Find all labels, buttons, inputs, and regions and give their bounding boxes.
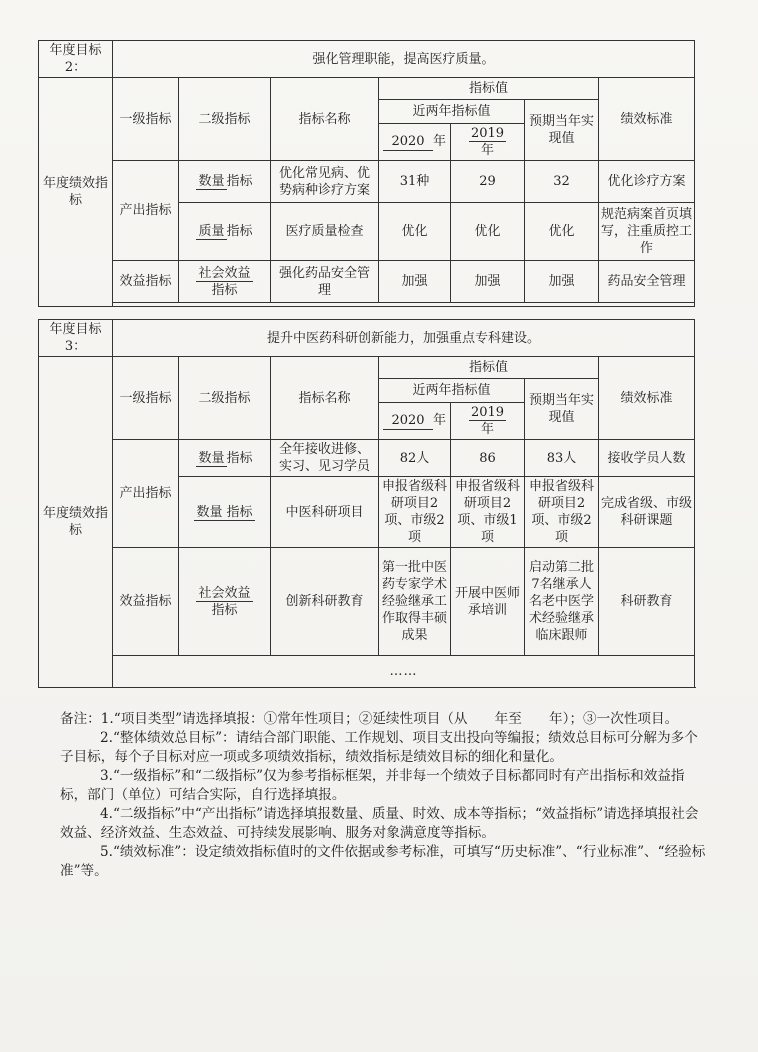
goal3-r1-standard: 完成省级、市级科研课题 — [599, 477, 695, 548]
note-2: 2.“整体绩效总目标”：请结合部门职能、工作规划、项目支出投向等编报；绩效总目标可分解为多个子目标，每个子目标对应一项或多项绩效指标，绩效指标是绩效目标的细化和量化。 — [60, 730, 698, 765]
goal3-r2-standard: 科研教育 — [599, 548, 695, 656]
goal2-r2-v2019: 加强 — [451, 261, 525, 303]
goal2-benefit-label: 效益指标 — [113, 261, 179, 303]
goal3-r2-name: 创新科研教育 — [271, 548, 379, 656]
goal2-perf-label: 年度绩效指标 — [39, 78, 113, 307]
goal3-benefit-label: 效益指标 — [113, 548, 179, 656]
goal3-r0-v2019: 86 — [451, 440, 525, 477]
goal2-h-name: 指标名称 — [271, 78, 379, 161]
goal3-r0-v2020: 82人 — [379, 440, 451, 477]
goal3-table — [38, 319, 695, 688]
goal2-h-value: 指标值 — [379, 78, 599, 100]
goal2-r2-sub — [179, 261, 271, 303]
goal2-h-year1 — [379, 124, 451, 161]
goal3-output-label: 产出指标 — [113, 440, 179, 548]
goal2-spacer — [113, 303, 695, 307]
goal2-r0-sub — [179, 161, 271, 203]
goal2-h-level1: 一级指标 — [113, 78, 179, 161]
goal2-r2-expected: 加强 — [525, 261, 599, 303]
goal3-r1-sub-suffix: 指标 — [226, 504, 253, 520]
goal3-r1-v2019: 申报省级科研项目2项、市级1项 — [451, 477, 525, 548]
goal2-r0-expected: 32 — [525, 161, 599, 203]
goal2-text: 强化管理职能，提高医疗质量。 — [113, 41, 695, 78]
goal2-r0-name: 优化常见病、优势病种诊疗方案 — [271, 161, 379, 203]
goal2-label: 年度目标2： — [39, 41, 113, 78]
goal3-h-recent: 近两年指标值 — [379, 379, 525, 403]
goal3-year2-suffix: 年 — [480, 422, 494, 437]
goal2-output-label: 产出指标 — [113, 161, 179, 261]
goal2-r1-expected: 优化 — [525, 203, 599, 261]
goal2-h-expected: 预期当年实现值 — [525, 100, 599, 161]
goal3-h-expected: 预期当年实现值 — [525, 379, 599, 440]
goal3-year1-suffix: 年 — [432, 413, 446, 428]
note-5: 5.“绩效标准”：设定绩效指标值时的文件依据或参考标准，可填写“历史标准”、“行业标准”、“经验标准”等。 — [60, 844, 706, 879]
notes-section — [60, 710, 710, 881]
goal2-table — [38, 40, 695, 307]
goal2-h-recent: 近两年指标值 — [379, 100, 525, 124]
goal2-r0-v2020: 31种 — [379, 161, 451, 203]
goal2-h-level2: 二级指标 — [179, 78, 271, 161]
goal2-year1: 2020 — [383, 133, 433, 151]
goal3-h-level2: 二级指标 — [179, 357, 271, 440]
goal3-r2-v2019: 开展中医师承培训 — [451, 548, 525, 656]
goal2-h-standard: 绩效标准 — [599, 78, 695, 161]
goal2-year1-suffix: 年 — [432, 134, 446, 149]
goal2-h-year2 — [451, 124, 525, 161]
goal2-r2-sub-suffix: 指标 — [211, 282, 238, 298]
goal3-r2-sub — [179, 548, 271, 656]
note-3: 3.“一级指标”和“二级指标”仅为参考指标框架，并非每一个绩效子目标都同时有产出指标和效益指标，部门（单位）可结合实际，自行选择填报。 — [60, 768, 685, 803]
goal2-r0-standard: 优化诊疗方案 — [599, 161, 695, 203]
goal3-r1-sub — [179, 477, 271, 548]
goal3-h-level1: 一级指标 — [113, 357, 179, 440]
goal2-year2: 2019 — [470, 126, 505, 141]
goal2-r2-name: 强化药品安全管理 — [271, 261, 379, 303]
goal3-h-value: 指标值 — [379, 357, 599, 379]
goal3-h-year2 — [451, 403, 525, 440]
goal2-r0-sub-suffix: 指标 — [226, 174, 253, 189]
goal3-perf-label: 年度绩效指标 — [39, 357, 113, 688]
note-1: 备注：1.“项目类型”请选择填报：①常年性项目；②延续性项目（从 年至 年）；③一次性项目。 — [60, 711, 679, 727]
goal2-r2-sub-type: 社会效益 — [198, 265, 251, 281]
goal3-r0-sub-type: 数量 — [198, 450, 225, 466]
goal3-year1: 2020 — [383, 412, 433, 430]
goal2-r0-sub-type: 数量 — [198, 174, 225, 189]
goal2-r1-v2019: 优化 — [451, 203, 525, 261]
goal3-r0-sub — [179, 440, 271, 477]
goal3-r1-v2020: 申报省级科研项目2项、市级2项 — [379, 477, 451, 548]
goal3-h-standard: 绩效标准 — [599, 357, 695, 440]
goal2-r1-sub — [179, 203, 271, 261]
goal2-r2-v2020: 加强 — [379, 261, 451, 303]
goal3-year2: 2019 — [470, 405, 505, 420]
goal2-r1-sub-suffix: 指标 — [226, 224, 253, 239]
table-ellipsis: …… — [113, 656, 695, 688]
goal3-r2-expected: 启动第二批7名继承人名老中医学术经验继承临床跟师 — [525, 548, 599, 656]
goal3-r1-expected: 申报省级科研项目2项、市级2项 — [525, 477, 599, 548]
goal2-r2-standard: 药品安全管理 — [599, 261, 695, 303]
goal3-r0-sub-suffix: 指标 — [226, 450, 253, 466]
goal3-r0-expected: 83人 — [525, 440, 599, 477]
goal3-r2-v2020: 第一批中医药专家学术经验继承工作取得丰硕成果 — [379, 548, 451, 656]
goal3-text: 提升中医药科研创新能力，加强重点专科建设。 — [113, 320, 695, 357]
note-4: 4.“二级指标”中“产出指标”请选择填报数量、质量、时效、成本等指标；“效益指标”请选择填报社会效益、经济效益、生态效益、可持续发展影响、服务对象满意度等指标。 — [60, 806, 699, 841]
goal3-h-year1 — [379, 403, 451, 440]
goal2-r0-v2019: 29 — [451, 161, 525, 203]
goal2-r1-standard: 规范病案首页填写，注重质控工作 — [599, 203, 695, 261]
goal3-r0-name: 全年接收进修、实习、见习学员 — [271, 440, 379, 477]
goal3-label: 年度目标3： — [39, 320, 113, 357]
goal2-r1-v2020: 优化 — [379, 203, 451, 261]
goal3-r1-sub-type: 数量 — [196, 504, 223, 520]
goal2-r1-sub-type: 质量 — [198, 224, 225, 239]
goal3-r2-sub-suffix: 指标 — [211, 602, 238, 618]
goal3-r0-standard: 接收学员人数 — [599, 440, 695, 477]
goal2-year2-suffix: 年 — [480, 143, 494, 158]
goal3-r1-name: 中医科研项目 — [271, 477, 379, 548]
goal3-h-name: 指标名称 — [271, 357, 379, 440]
goal2-r1-name: 医疗质量检查 — [271, 203, 379, 261]
goal3-r2-sub-type: 社会效益 — [198, 585, 251, 601]
